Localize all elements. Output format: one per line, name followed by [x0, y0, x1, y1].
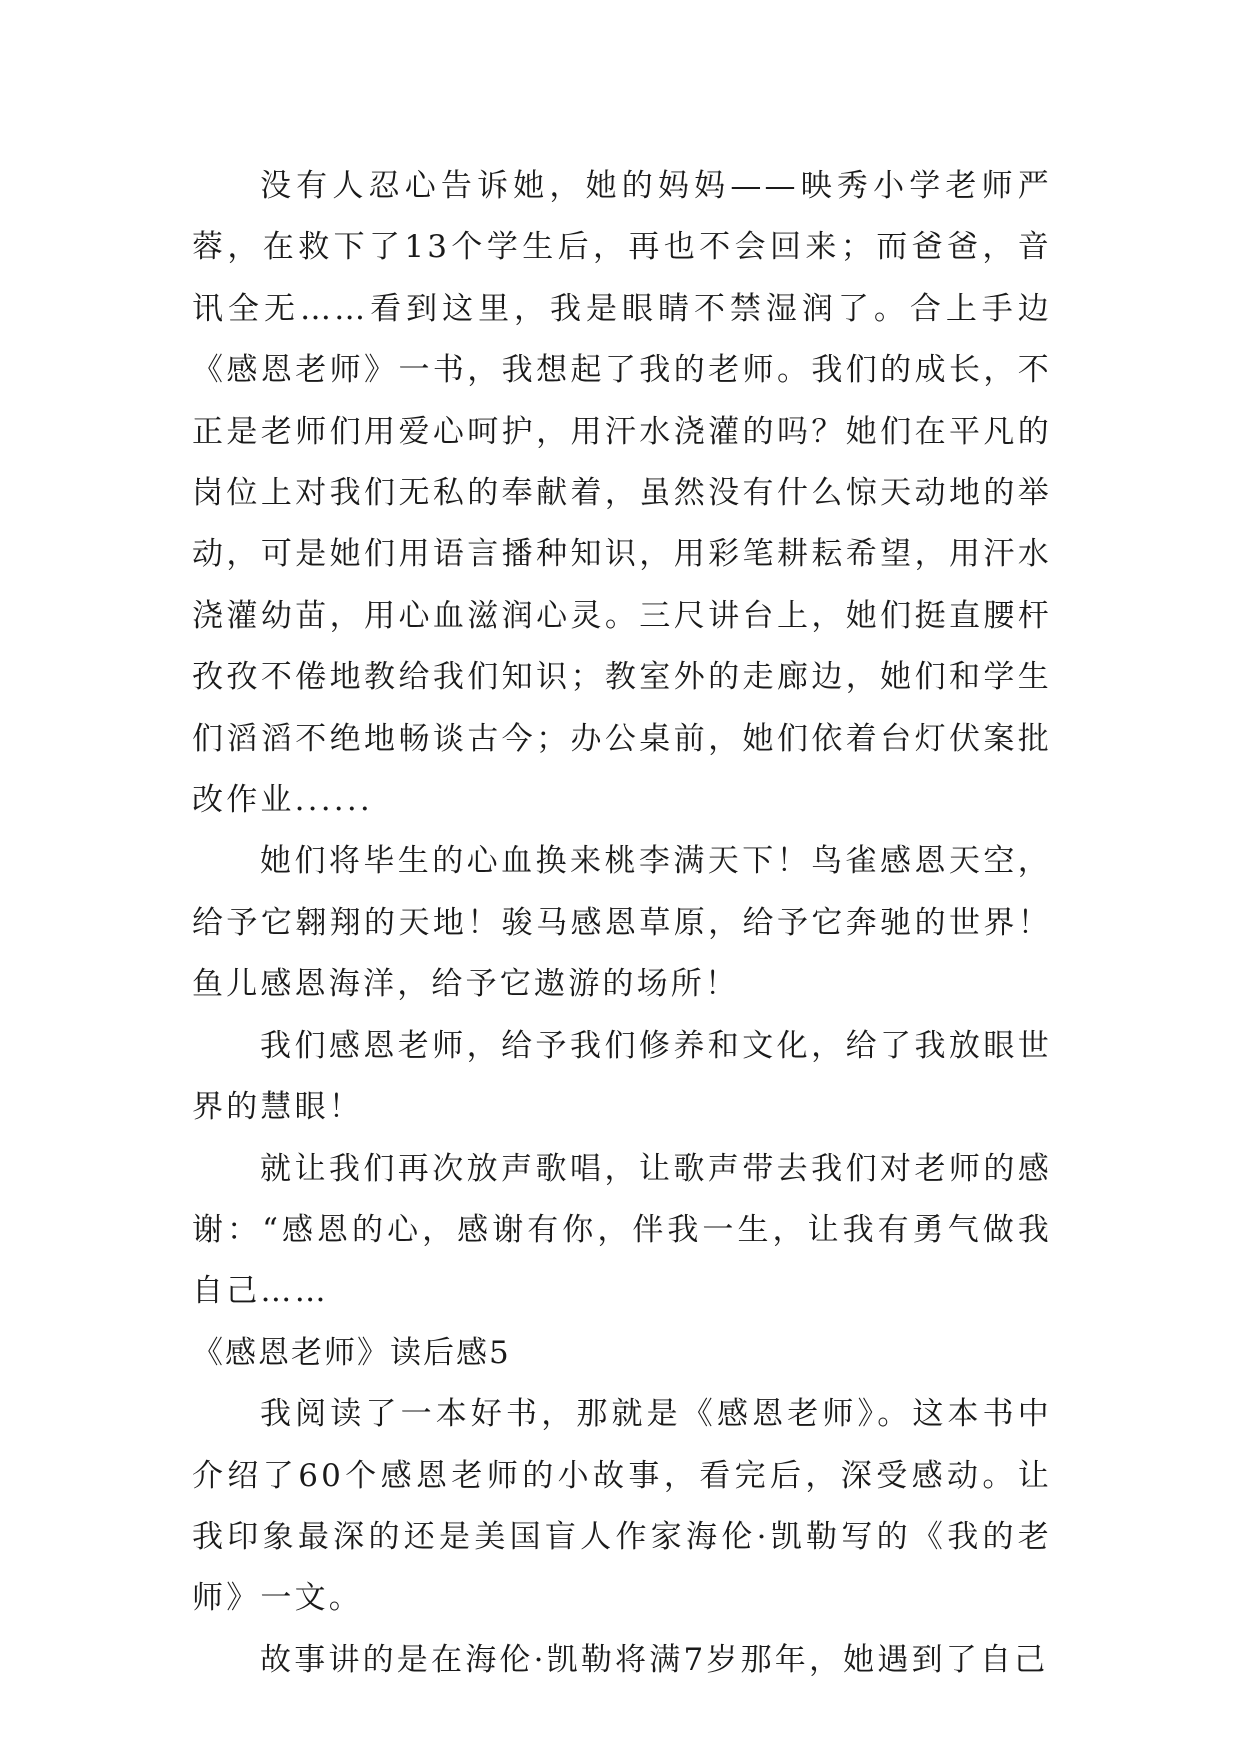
document-body: [192, 156, 1052, 1691]
paragraph-3: 我们感恩老师，给予我们修养和文化，给了我放眼世界的慧眼！: [192, 1027, 1052, 1126]
paragraph-6: 故事讲的是在海伦·凯勒将满7岁那年，她遇到了自己: [260, 1641, 1049, 1678]
paragraph-5: 我阅读了一本好书，那就是《感恩老师》。这本书中介绍了60个感恩老师的小故事，看完后，深受感动。让我印象最深的还是美国盲人作家海伦·凯勒写的《我的老师》一文。: [192, 1396, 1052, 1617]
paragraph-4: 就让我们再次放声歌唱，让歌声带去我们对老师的感谢：“感恩的心，感谢有你，伴我一生，让我有勇气做我自己……: [192, 1150, 1052, 1310]
paragraph-2: 她们将毕生的心血换来桃李满天下！鸟雀感恩天空，给予它翱翔的天地！骏马感恩草原，给予它奔驰的世界！鱼儿感恩海洋，给予它遨游的场所！: [192, 843, 1052, 1003]
paragraph-1: 没有人忍心告诉她，她的妈妈——映秀小学老师严蓉，在救下了13个学生后，再也不会回来；而爸爸，音讯全无……看到这里，我是眼睛不禁湿润了。合上手边《感恩老师》一书，我想起了我的老师。我们的成长，不正是老师们用爱心呵护，用汗水浇灌的吗？她们在平凡的岗位上对我们无私的奉献着，虽然没有什么惊天动地的举动，可是她们用语言播种知识，用彩笔耕耘希望，用汗水浇灌幼苗，用心血滋润心灵。三尺讲台上，她们挺直腰杆孜孜不倦地教给我们知识；教室外的走廊边，她们和学生们滔滔不绝地畅谈古今；办公桌前，她们依着台灯伏案批改作业......: [192, 168, 1052, 819]
section-heading: 《感恩老师》读后感5: [192, 1334, 511, 1371]
